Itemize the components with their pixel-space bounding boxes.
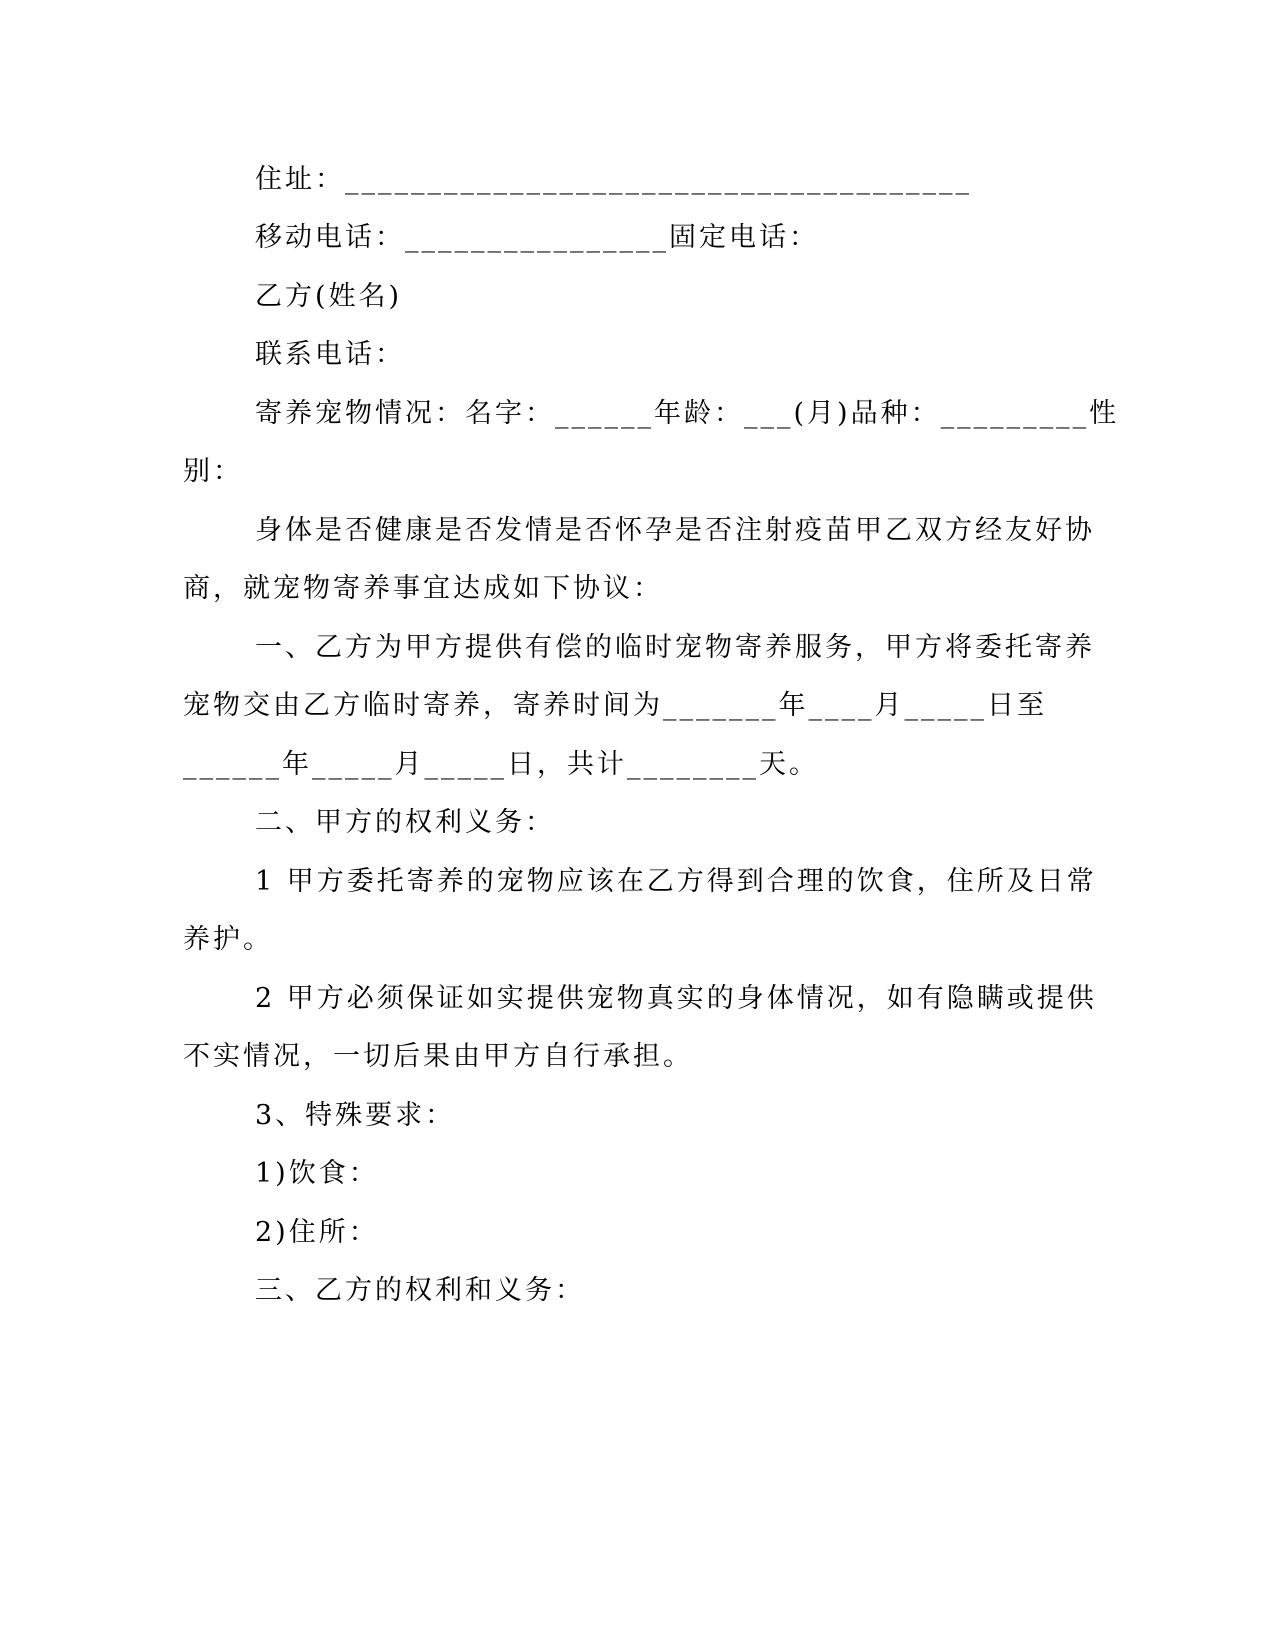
- party-b-name-line: 乙方(姓名): [255, 281, 403, 312]
- phone-line: 移动电话：________________固定电话：: [255, 222, 819, 253]
- special-diet: 1)饮食：: [255, 1158, 379, 1189]
- clause-2-item-1: 1 甲方委托寄养的宠物应该在乙方得到合理的饮食，住所及日常: [255, 866, 1097, 897]
- pet-info-line: 寄养宠物情况：名字：______年龄：___(月)品种：_________性: [255, 398, 1120, 429]
- clause-2-item-1-cont: 养护。: [183, 924, 273, 955]
- special-housing: 2)住所：: [255, 1217, 379, 1248]
- address-line: 住址：______________________________________: [255, 164, 972, 195]
- clause-1-line-3: ______年_____月_____日，共计________天。: [183, 749, 819, 780]
- clause-3-heading: 三、乙方的权利和义务：: [255, 1275, 585, 1306]
- clause-2-item-2: 2 甲方必须保证如实提供宠物真实的身体情况，如有隐瞒或提供: [255, 983, 1097, 1014]
- clause-2-item-2-cont: 不实情况，一切后果由甲方自行承担。: [183, 1041, 693, 1072]
- clause-2-heading: 二、甲方的权利义务：: [255, 807, 555, 838]
- health-line-cont: 商，就宠物寄养事宜达成如下协议：: [183, 573, 663, 604]
- health-line: 身体是否健康是否发情是否怀孕是否注射疫苗甲乙双方经友好协: [255, 515, 1095, 546]
- pet-info-line-cont: 别：: [183, 456, 243, 487]
- clause-1-line: 一、乙方为甲方提供有偿的临时宠物寄养服务，甲方将委托寄养: [255, 632, 1095, 663]
- clause-1-line-2: 宠物交由乙方临时寄养，寄养时间为_______年____月_____日至: [183, 690, 1047, 721]
- contact-phone-line: 联系电话：: [255, 339, 405, 370]
- special-requirements: 3、特殊要求：: [255, 1100, 456, 1131]
